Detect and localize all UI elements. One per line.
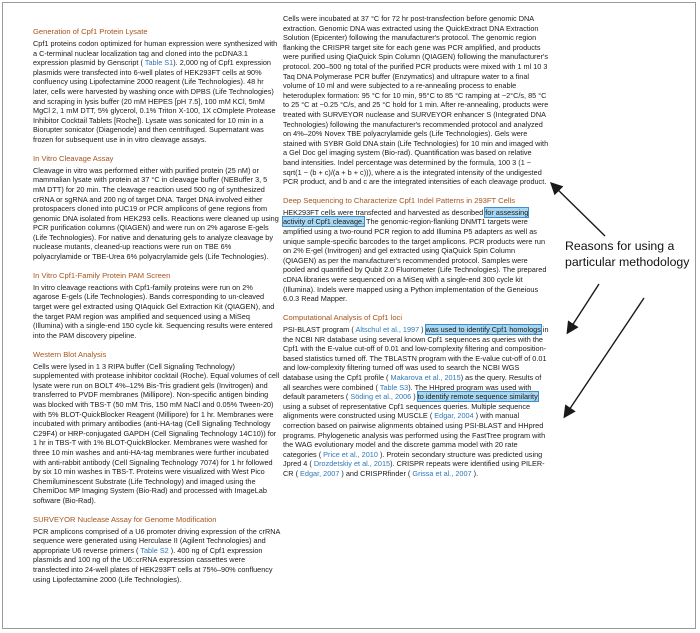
- body-text: Cells were incubated at 37 °C for 72 hr post-transfection before genomic DNA extraction. Genomic DNA was extracted using the QuickExtract DNA Extraction Solution (Epicenter) following the manufacturer's protocol. The genomic region flanking the CRISPR target site for each gene was PCR amplified, and products were purified using QiaQuick Spin Column (QIAGEN) following the manufacturer's protocol. 200–500 ng total of the purified PCR products were mixed with 1 ml 10 3 Taq DNA Polymerase PCR buffer (Enzymatics) and ultrapure water to a final volume of 10 ml and were subjected to a re-annealing process to enable heteroduplex formation: 95 °C for 10 min, 95°C to 85 °C ramping at −2°C/s, 85 °C to 25 °C at −0.25 °C/s, and 25 °C hold for 1 min. After re-annealing, products were treated with SURVEYOR nuclease and SURVEYOR enhancer S (Integrated DNA Technologies) following the manufacturer's recommended protocol and analyzed on 4%–20% Novex TBE polyacrylamide gels (Life Technologies). Gels were stained with SYBR Gold DNA stain (Life Technologies) for 10 min and imaged with a Gel Doc gel imaging system (Bio-rad). Quantification was based on relative band intensities. Indel percentage was determined by the formula, 100 3 (1 − sqrt(1 − (b + c)/(a + b + c))), where a is the integrated intensity of the undigested PCR product, and b and c are the integrated intensities of each cleavage product.: [283, 14, 549, 187]
- citation-link[interactable]: Edgar, 2004: [434, 411, 474, 421]
- highlighted-phrase: to identify remote sequence similarity: [417, 392, 538, 402]
- body-text: in the NCBI NR database using several known Cpf1 sequences as queries with the Cpf1 with the E-value cut-off of 0.01 and low-complexity filtering and composition-based statistics turned off. The TBLASTN program with the E-value cut-off of 0.01 and low-complexity filtering turned off was used to search the NCBI WGS database using the Cpf1 profile (: [283, 325, 549, 382]
- body-text: using a subset of representative Cpf1 sequences queries. Multiple sequence alignments were constructed using MUSCLE (: [283, 401, 531, 421]
- body-text: ) and CRISPRfinder (: [339, 468, 413, 478]
- body-text: Cells were lysed in 1 3 RIPA buffer (Cell Signaling Technology) supplemented with protease inhibitor cocktail (Roche). Equal volumes of cell lysate were run on BOLT 4%–12% Bis-Tris gradient gels (Invitrogen) and transferred to PVDF membranes (Millipore). Non-specific antigen binding was blocked with TBS-T (50 mM Tris, 150 mM NaCl and 0.05% Tween-20) with 5% BLOT-QuickBlocker Reagent (Millipore) for 1 hr. Membranes were incubated with primary antibodies (anti-HA-tag (Cell Signaling Technology C29F4) or HRP-conjugated GAPDH (Cell Signaling Technology 14C10)) for 1 hr in TBS-T with 1% BLOT-QuickBlocker. Membranes were washed for three 10 min washes and anti-HA-tag membranes were further incubated with anti-rabbit antibody (Cell Signaling Technology 7074) for 1 hr followed by six 10 min washes in TBS-T. Proteins were visualized with West Pico Chemiluminescent Substrate (Life Technology) and imaged using the ChemiDoc MP Imaging System (Bio-Rad) and processed with ImageLab software (Bio-Rad).: [33, 361, 280, 505]
- body-text: PSI-BLAST program (: [283, 325, 356, 334]
- arrow-to-first-highlight: [552, 184, 605, 236]
- arrow-to-third-highlight: [565, 298, 644, 416]
- body-text: The genomic-region-flanking DNMT1 targets were amplified using a two-round PCR region to add Illumina P5 adapters as well as unique sample-specific barcodes to the target amplicons. PCR products were run on 2% E-gel (Invitrogen) and gel extracted using QiaQuick Spin Column (QIAGEN) as per the manufacturer's recommended protocol. Samples were pooled and quantified by Qubit 2.0 Fluorometer (Life Technologies). The prepared cDNA libraries were sequenced on a MiSeq with a single-end 300 cycle kit (Illumina). Indels were mapped using a Python implementation of the Geneious 6.0.3 Read Mapper.: [283, 217, 547, 304]
- citation-link[interactable]: Table S3: [379, 382, 409, 392]
- body-text: ). The HHpred program was used with default parameters (: [283, 382, 532, 402]
- body-text: ). 400 ng of Cpf1 expression plasmids and 100 ng of the U6::crRNA expression cassettes were transfected into 24-well plates of HEK293FT cells at 75%–90% confluency using Lipofectamine 2000 (Life Technologies).: [33, 545, 273, 584]
- body-text: Cleavage in vitro was performed either with purified protein (25 nM) or mammalian lysate with protein at 37 °C in cleavage buffer (NEBuffer 3, 5 mM DTT) for 20 min. The cleavage reaction used 500 ng of synthesized crRNA or sgRNA and 200 ng of target DNA. Target DNA involved either protospacers cloned into pUC19 or PCR amplicons of gene regions from genomic DNA isolated from HEK293 cells. Reactions were cleaned up using PCR purification columns (QIAGEN) and were run on 2% agarose E-gels (Life Technologies). For native and denaturing gels to analyze cleavage by nuclease mutants, cleaned-up reactions were run on TBE 6% polyacrylamide or TBE-Urea 6% polyacrylamide gels (Life Technologies).: [33, 165, 279, 262]
- annotation-note: Reasons for using a particular methodology: [565, 239, 690, 269]
- section-heading: Generation of Cpf1 Protein Lysate: [33, 27, 148, 36]
- citation-link[interactable]: Price et al., 2010: [323, 449, 378, 459]
- citation-link[interactable]: Table S2: [140, 545, 169, 555]
- body-text: PCR amplicons comprised of a U6 promoter driving expression of the crRNA sequence were generated using Herculase II (Agilent Technologies) and appropriate U6 reverse primers (: [33, 526, 280, 555]
- body-text: ) with manual correction based on pairwise alignments obtained using PSI-BLAST and HHpred programs. Phylogenetic analysis was performed using the FastTree program with the WAG evolutionary model and the discrete gamma model with 20 rate categories (: [283, 411, 546, 459]
- citation-link[interactable]: Söding et al., 2006: [350, 392, 412, 402]
- arrow-to-second-highlight: [568, 284, 599, 332]
- body-text: ).: [471, 468, 479, 478]
- body-text: ) as the query. Results of all searches were combined (: [283, 372, 542, 392]
- body-text: ): [411, 392, 418, 402]
- section-heading: In Vitro Cpf1-Family Protein PAM Screen: [33, 270, 171, 280]
- body-text: ). 2,000 ng of Cpf1 expression plasmids were transfected into 6-well plates of HEK293FT cells at 90% confluency using Lipofectamine 2000 reagent (Life Technologies). 48 hr later, cells were harvested by washing once with DPBS (Life Technologies) and scraping in lysis buffer (20 mM HEPES [pH 7.5], 100 mM KCl, 5mM MgCl 2, 1 mM DTT, 5% glycerol, 0.1% Triton X-100, 1X cOmplete Protease Inhibitor Cocktail Tablets [Roche]). Lysate was sonicated for 10 min in a Biorupter sonicator (Diagenode) and then centrifuged. Supernatant was frozen for subsequent use in in vitro cleavage assays.: [33, 58, 276, 144]
- section-heading: Computational Analysis of Cpf1 loci: [283, 313, 403, 322]
- highlighted-phrase: for assessing activity of Cpf1 cleavage.: [283, 207, 529, 227]
- section-heading: SURVEYOR Nuclease Assay for Genome Modification: [33, 514, 217, 524]
- body-text: ). Protein secondary structure was predicted using Jpred 4 (: [283, 449, 543, 469]
- section-heading: Deep Sequencing to Characterize Cpf1 Indel Patterns in 293FT Cells: [283, 195, 516, 205]
- body-text: HEK293FT cells were transfected and harvested as described: [283, 207, 486, 217]
- highlighted-phrase: was used to identify Cpf1 homologs: [425, 325, 541, 334]
- section-heading: Western Blot Analysis: [33, 349, 107, 359]
- citation-link[interactable]: Drozdetskiy et al., 2015: [313, 459, 391, 469]
- citation-link[interactable]: Altschul et al., 1997: [355, 325, 420, 334]
- body-text: ). CRISPR repeats were identified using PILER-CR (: [283, 459, 545, 478]
- citation-link[interactable]: Table S1: [144, 58, 174, 68]
- body-text: Cpf1 proteins codon optimized for human expression were synthesized with a C-terminal nuclear localization tag and cloned into the pcDNA3.1 expression plasmid by Genscript (: [33, 39, 278, 68]
- citation-link[interactable]: Grissa et al., 2007: [412, 468, 472, 478]
- section-heading: In Vitro Cleavage Assay: [33, 153, 114, 163]
- body-text: ): [419, 325, 426, 334]
- citation-link[interactable]: Edgar, 2007: [300, 468, 340, 478]
- body-text: In vitro cleavage reactions with Cpf1-family proteins were run on 2% agarose E-gels (Life Technologies). Bands corresponding to un-cleaved target were gel extracted using QIAquick Gel Extraction Kit (QIAGEN), and the target PAM region was amplified and sequenced using a MiSeq (Illumina) with a single-end 150 cycle kit. Sequencing results were entered into the PAM discovery pipeline.: [33, 282, 275, 340]
- citation-link[interactable]: Makarova et al., 2015: [390, 372, 461, 382]
